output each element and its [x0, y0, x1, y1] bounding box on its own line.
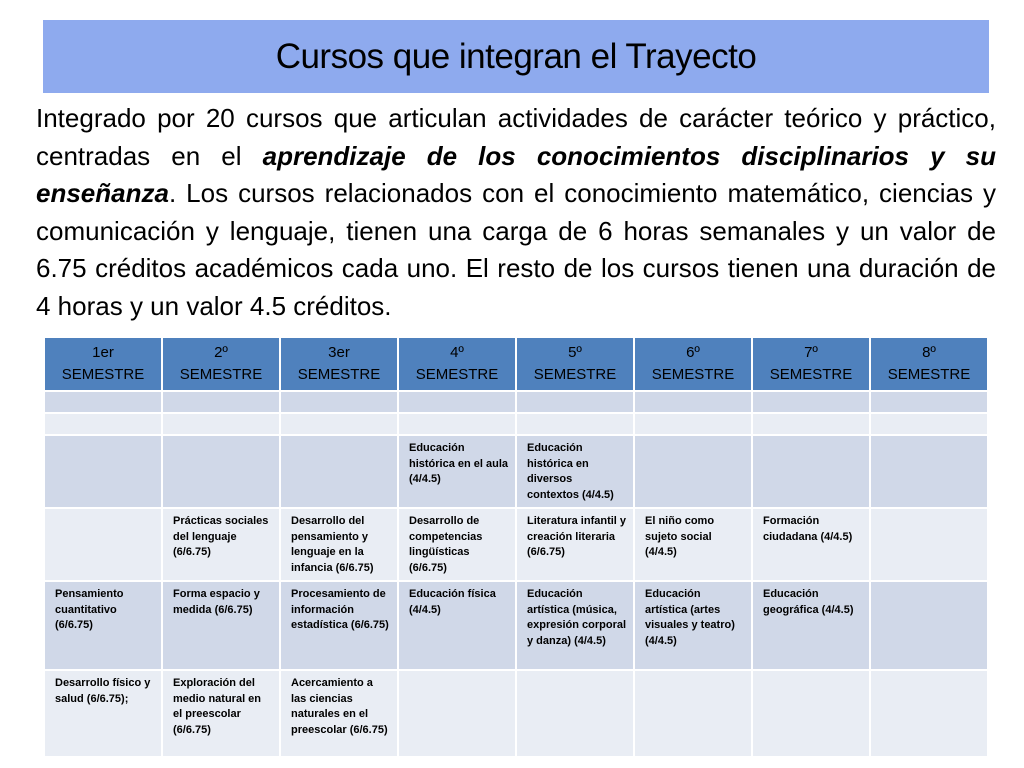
table-row: [44, 391, 988, 413]
table-cell: [398, 670, 516, 757]
table-row: [44, 413, 988, 435]
table-cell: [280, 435, 398, 508]
table-cell: [162, 435, 280, 508]
table-cell: [44, 508, 162, 581]
table-cell: Literatura infantil y creación literaria (6/6.75): [516, 508, 634, 581]
table-cell: [44, 435, 162, 508]
header-semester-2: 2º SEMESTRE: [162, 337, 280, 391]
table-cell: [634, 391, 752, 413]
table-cell: [634, 435, 752, 508]
table-cell: [870, 413, 988, 435]
table-cell: [870, 435, 988, 508]
header-semester-1: 1er SEMESTRE: [44, 337, 162, 391]
table-cell: [398, 391, 516, 413]
table-cell: Educación física (4/4.5): [398, 581, 516, 670]
table-cell: [516, 670, 634, 757]
intro-paragraph: [36, 100, 996, 325]
table-row: [44, 581, 988, 670]
table-cell: Educación artística (música, expresión corporal y danza) (4/4.5): [516, 581, 634, 670]
header-semester-8: 8º SEMESTRE: [870, 337, 988, 391]
table-cell: [516, 413, 634, 435]
table-cell: [398, 413, 516, 435]
header-semester-3: 3er SEMESTRE: [280, 337, 398, 391]
intro-text-part1: Integrado por 20 cursos que articulan actividades de carácter teórico y práctico, centradas en el: [36, 103, 996, 171]
table-cell: Forma espacio y medida (6/6.75): [162, 581, 280, 670]
table-cell: [162, 413, 280, 435]
header-semester-5: 5º SEMESTRE: [516, 337, 634, 391]
table-cell: [870, 581, 988, 670]
table-cell: [516, 391, 634, 413]
intro-emphasis: aprendizaje de los conocimientos disciplinarios y su enseñanza: [36, 140, 996, 208]
table-cell: [752, 435, 870, 508]
header-semester-6: 6º SEMESTRE: [634, 337, 752, 391]
table-cell: Pensamiento cuantitativo (6/6.75): [44, 581, 162, 670]
title-bar: [43, 20, 989, 93]
table-row: [44, 670, 988, 757]
table-cell: [752, 413, 870, 435]
table-cell: Educación geográfica (4/4.5): [752, 581, 870, 670]
table-cell: Desarrollo físico y salud (6/6.75);: [44, 670, 162, 757]
header-semester-7: 7º SEMESTRE: [752, 337, 870, 391]
intro-text-part2: . Los cursos relacionados con el conocimiento matemático, ciencias y comunicación y lenguaje, tienen una carga de 6 horas semanales y un valor de 6.75 créditos académicos cada uno. El resto de los cursos tienen una duración de 4 horas y un valor 4.5 créditos.: [36, 178, 996, 321]
table-cell: Procesamiento de información estadística (6/6.75): [280, 581, 398, 670]
table-row: [44, 508, 988, 581]
table-cell: [44, 413, 162, 435]
header-semester-4: 4º SEMESTRE: [398, 337, 516, 391]
table-cell: Educación artística (artes visuales y teatro) (4/4.5): [634, 581, 752, 670]
table-cell: Desarrollo de competencias lingüísticas (6/6.75): [398, 508, 516, 581]
courses-table: [43, 336, 989, 758]
table-row: [44, 435, 988, 508]
header-row: [44, 337, 988, 391]
table-cell: Desarrollo del pensamiento y lenguaje en la infancia (6/6.75): [280, 508, 398, 581]
table-cell: [870, 391, 988, 413]
table-cell: [634, 670, 752, 757]
table-cell: [870, 508, 988, 581]
table-cell: El niño como sujeto social (4/4.5): [634, 508, 752, 581]
table-cell: [752, 391, 870, 413]
table-cell: Educación histórica en diversos contextos (4/4.5): [516, 435, 634, 508]
table-cell: Acercamiento a las ciencias naturales en el preescolar (6/6.75): [280, 670, 398, 757]
table-cell: [752, 670, 870, 757]
table-cell: [162, 391, 280, 413]
table-cell: [634, 413, 752, 435]
table-cell: Exploración del medio natural en el preescolar (6/6.75): [162, 670, 280, 757]
table-cell: Formación ciudadana (4/4.5): [752, 508, 870, 581]
table-cell: Educación histórica en el aula (4/4.5): [398, 435, 516, 508]
table-cell: [280, 413, 398, 435]
table-cell: Prácticas sociales del lenguaje (6/6.75): [162, 508, 280, 581]
table-cell: [870, 670, 988, 757]
page-title: Cursos que integran el Trayecto: [275, 36, 757, 76]
table-cell: [44, 391, 162, 413]
table-cell: [280, 391, 398, 413]
